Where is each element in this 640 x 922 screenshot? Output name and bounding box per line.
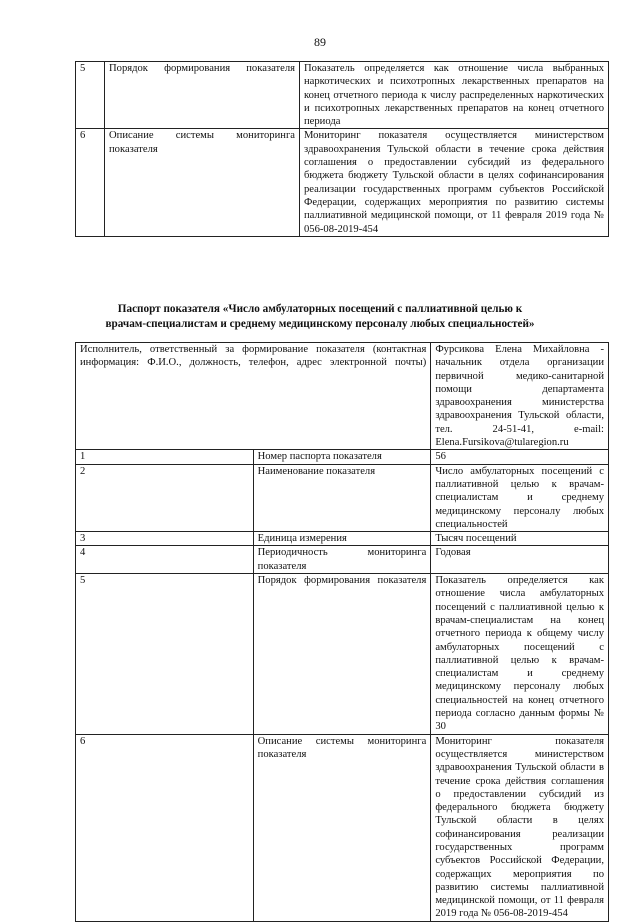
row-value: Мониторинг показателя осуществляется министерством здравоохранения Тульской области в течение срока действия соглашения о предоставлении субсидий из федерального бюджета бюджету Тульской области в целях софинансирования реализации государственных программ субъектов Российской Федерации, содержащих мероприятия по развитию системы паллиативной медицинской помощи, от 11 февраля 2019 года № 056-08-2019-454: [300, 129, 609, 236]
row-number: 5: [76, 62, 105, 129]
table-row: [76, 464, 609, 531]
table-row: [76, 343, 609, 450]
row-label: Порядок формирования показателя: [253, 574, 431, 735]
row-label: Описание системы мониторинга показателя: [105, 129, 300, 236]
row-number: 4: [76, 546, 254, 574]
row-number: 6: [76, 129, 105, 236]
row-label: Единица измерения: [253, 532, 431, 546]
row-label: Номер паспорта показателя: [253, 450, 431, 464]
row-number: 5: [76, 574, 254, 735]
passport-title-line1: Паспорт показателя «Число амбулаторных посещений с паллиативной целью к: [117, 303, 523, 315]
table-row: [76, 129, 609, 236]
row-value: Число амбулаторных посещений с паллиативной целью к врачам-специалистам и среднему медицинскому персоналу любых специальностей: [431, 464, 609, 531]
table-row: [76, 734, 609, 921]
row-value: Мониторинг показателя осуществляется министерством здравоохранения Тульской области в течение срока действия соглашения о предоставлении субсидий из федерального бюджета бюджету Тульской области в целях софинансирования реализации государственных программ субъектов Российской Федерации, содержащих мероприятия по развитию системы паллиативной медицинской помощи, от 11 февраля 2019 года № 056-08-2019-454: [431, 734, 609, 921]
row-label: Периодичность мониторинга показателя: [253, 546, 431, 574]
table-row: [76, 62, 609, 129]
passport-title: [0, 302, 640, 332]
page-number: 89: [314, 35, 326, 49]
row-value: Годовая: [431, 546, 609, 574]
row-value: 56: [431, 450, 609, 464]
passport-title-line2: врачам-специалистам и среднему медицинскому персоналу любых специальностей»: [105, 318, 535, 330]
row-number: 6: [76, 734, 254, 921]
row-label: Описание системы мониторинга показателя: [253, 734, 431, 921]
row-number: 2: [76, 464, 254, 531]
table-row: [76, 574, 609, 735]
row-number: 3: [76, 532, 254, 546]
table-row: [76, 546, 609, 574]
executor-label: Исполнитель, ответственный за формирование показателя (контактная информация: Ф.И.О., должность, телефон, адрес электронной почты): [76, 343, 431, 450]
row-value: Тысяч посещений: [431, 532, 609, 546]
row-value: Показатель определяется как отношение числа амбулаторных посещений с паллиативной целью к врачам-специалистам на конец отчетного периода к общему числу амбулаторных посещений с паллиативной целью к врачам-специалистам и среднему медицинскому персоналу любых специальностей на конец отчетного периода согласно данным формы № 30: [431, 574, 609, 735]
row-label: Наименование показателя: [253, 464, 431, 531]
row-label: Порядок формирования показателя: [105, 62, 300, 129]
row-value: Показатель определяется как отношение числа выбранных наркотических и психотропных лекарственных препаратов на конец отчетного периода к числу распределенных наркотических и психотропных лекарственных препаратов на конец отчетного периода: [300, 62, 609, 129]
row-number: 1: [76, 450, 254, 464]
indicator-table-continued: [75, 61, 609, 237]
passport-table: [75, 342, 609, 922]
table-row: [76, 450, 609, 464]
executor-value: Фурсикова Елена Михайловна - начальник отдела организации первичной медико-санитарной помощи департамента здравоохранения министерства здравоохранения Тульской области, тел. 24-51-41, e-mail: Elena.Fursikova@tularegion.ru: [431, 343, 609, 450]
table-row: [76, 532, 609, 546]
